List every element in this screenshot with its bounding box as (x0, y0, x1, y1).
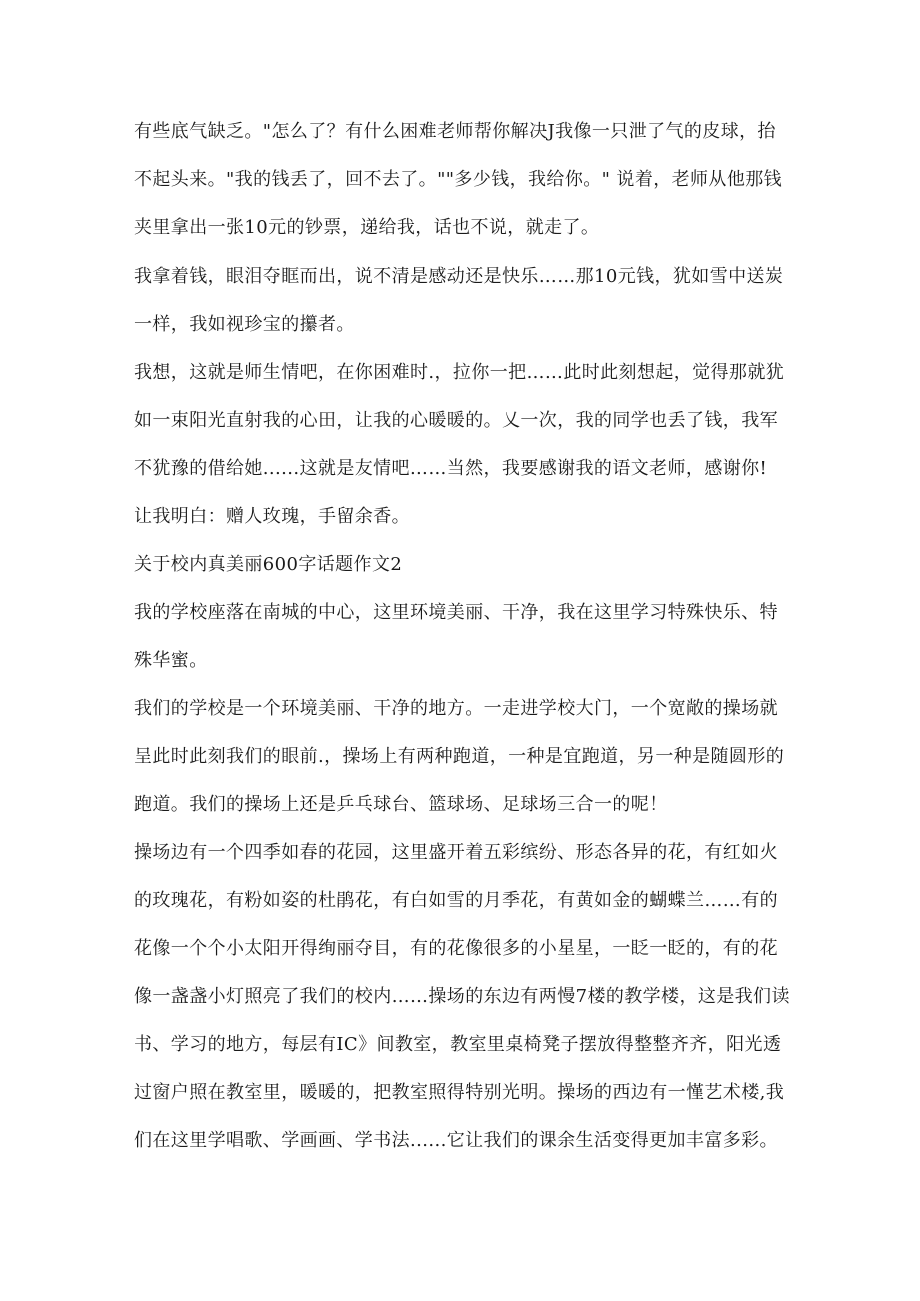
text-line: 殊华蜜。 (134, 650, 208, 671)
text-line: 像一盏盏小灯照亮了我们的校内……操场的东边有两慢7楼的教学楼，这是我们读 (134, 986, 790, 1007)
text-line: 跑道。我们的操场上还是乒乓球台、篮球场、足球场三合一的呢！ (134, 794, 668, 815)
text-line: 不犹豫的借给她......这就是友情吧……当然，我要感谢我的语文老师，感谢你! (134, 458, 768, 479)
text-line: 有些底气缺乏。"怎么了？有什么困难老师帮你解决J我像一只泄了气的皮球，抬 (134, 121, 776, 142)
text-line: 的玫瑰花，有粉如姿的杜鹃花，有白如雪的月季花，有黄如金的蝴蝶兰……有的 (134, 890, 778, 911)
text-line: 书、学习的地方，每层有IC》间教室，教室里桌椅凳子摆放得整整齐齐，阳光透 (134, 1034, 782, 1055)
text-line: 花像一个个小太阳开得绚丽夺目，有的花像很多的小星星，一眨一眨的，有的花 (134, 938, 778, 959)
text-line: 呈此时此刻我们的眼前.，操场上有两种跑道，一种是宜跑道，另一种是随圆形的 (134, 746, 785, 767)
section-heading: 关于校内真美丽600字话题作文2 (134, 554, 403, 575)
text-line: 我拿着钱，眼泪夺眶而出，说不清是感动还是快乐……那10元钱，犹如雪中送炭 (134, 266, 784, 287)
text-line: 夹里拿出一张10元的钞票，递给我，话也不说，就走了。 (134, 217, 600, 238)
text-line: 我们的学校是一个环境美丽、干净的地方。一走进学校大门，一个宽敞的操场就 (134, 698, 778, 719)
text-line: 我想，这就是师生情吧，在你困难时.，拉你一把……此时此刻想起，觉得那就犹 (134, 362, 785, 383)
text-line: 一样，我如视珍宝的攥者。 (134, 314, 355, 335)
text-line: 让我明白：赠人玫瑰，手留余香。 (134, 506, 410, 527)
text-line: 操场边有一个四季如春的花园，这里盛开着五彩缤纷、形态各异的花，有红如火 (134, 842, 778, 863)
text-line: 不起头来。"我的钱丢了，回不去了。""多少钱，我给你。" 说着，老师从他那钱 (134, 169, 783, 190)
text-line: 我的学校座落在南城的中心，这里环境美丽、干净，我在这里学习特殊快乐、特 (134, 602, 778, 623)
text-line: 们在这里学唱歌、学画画、学书法......它让我们的课余生活变得更加丰富多彩。 (134, 1130, 778, 1151)
text-line: 过窗户照在教室里，暖暖的，把教室照得特别光明。操场的西边有一慬艺术楼,我 (134, 1082, 785, 1103)
text-line: 如一束阳光直射我的心田，让我的心暖暖的。乂一次，我的同学也丢了钱，我军 (134, 410, 778, 431)
